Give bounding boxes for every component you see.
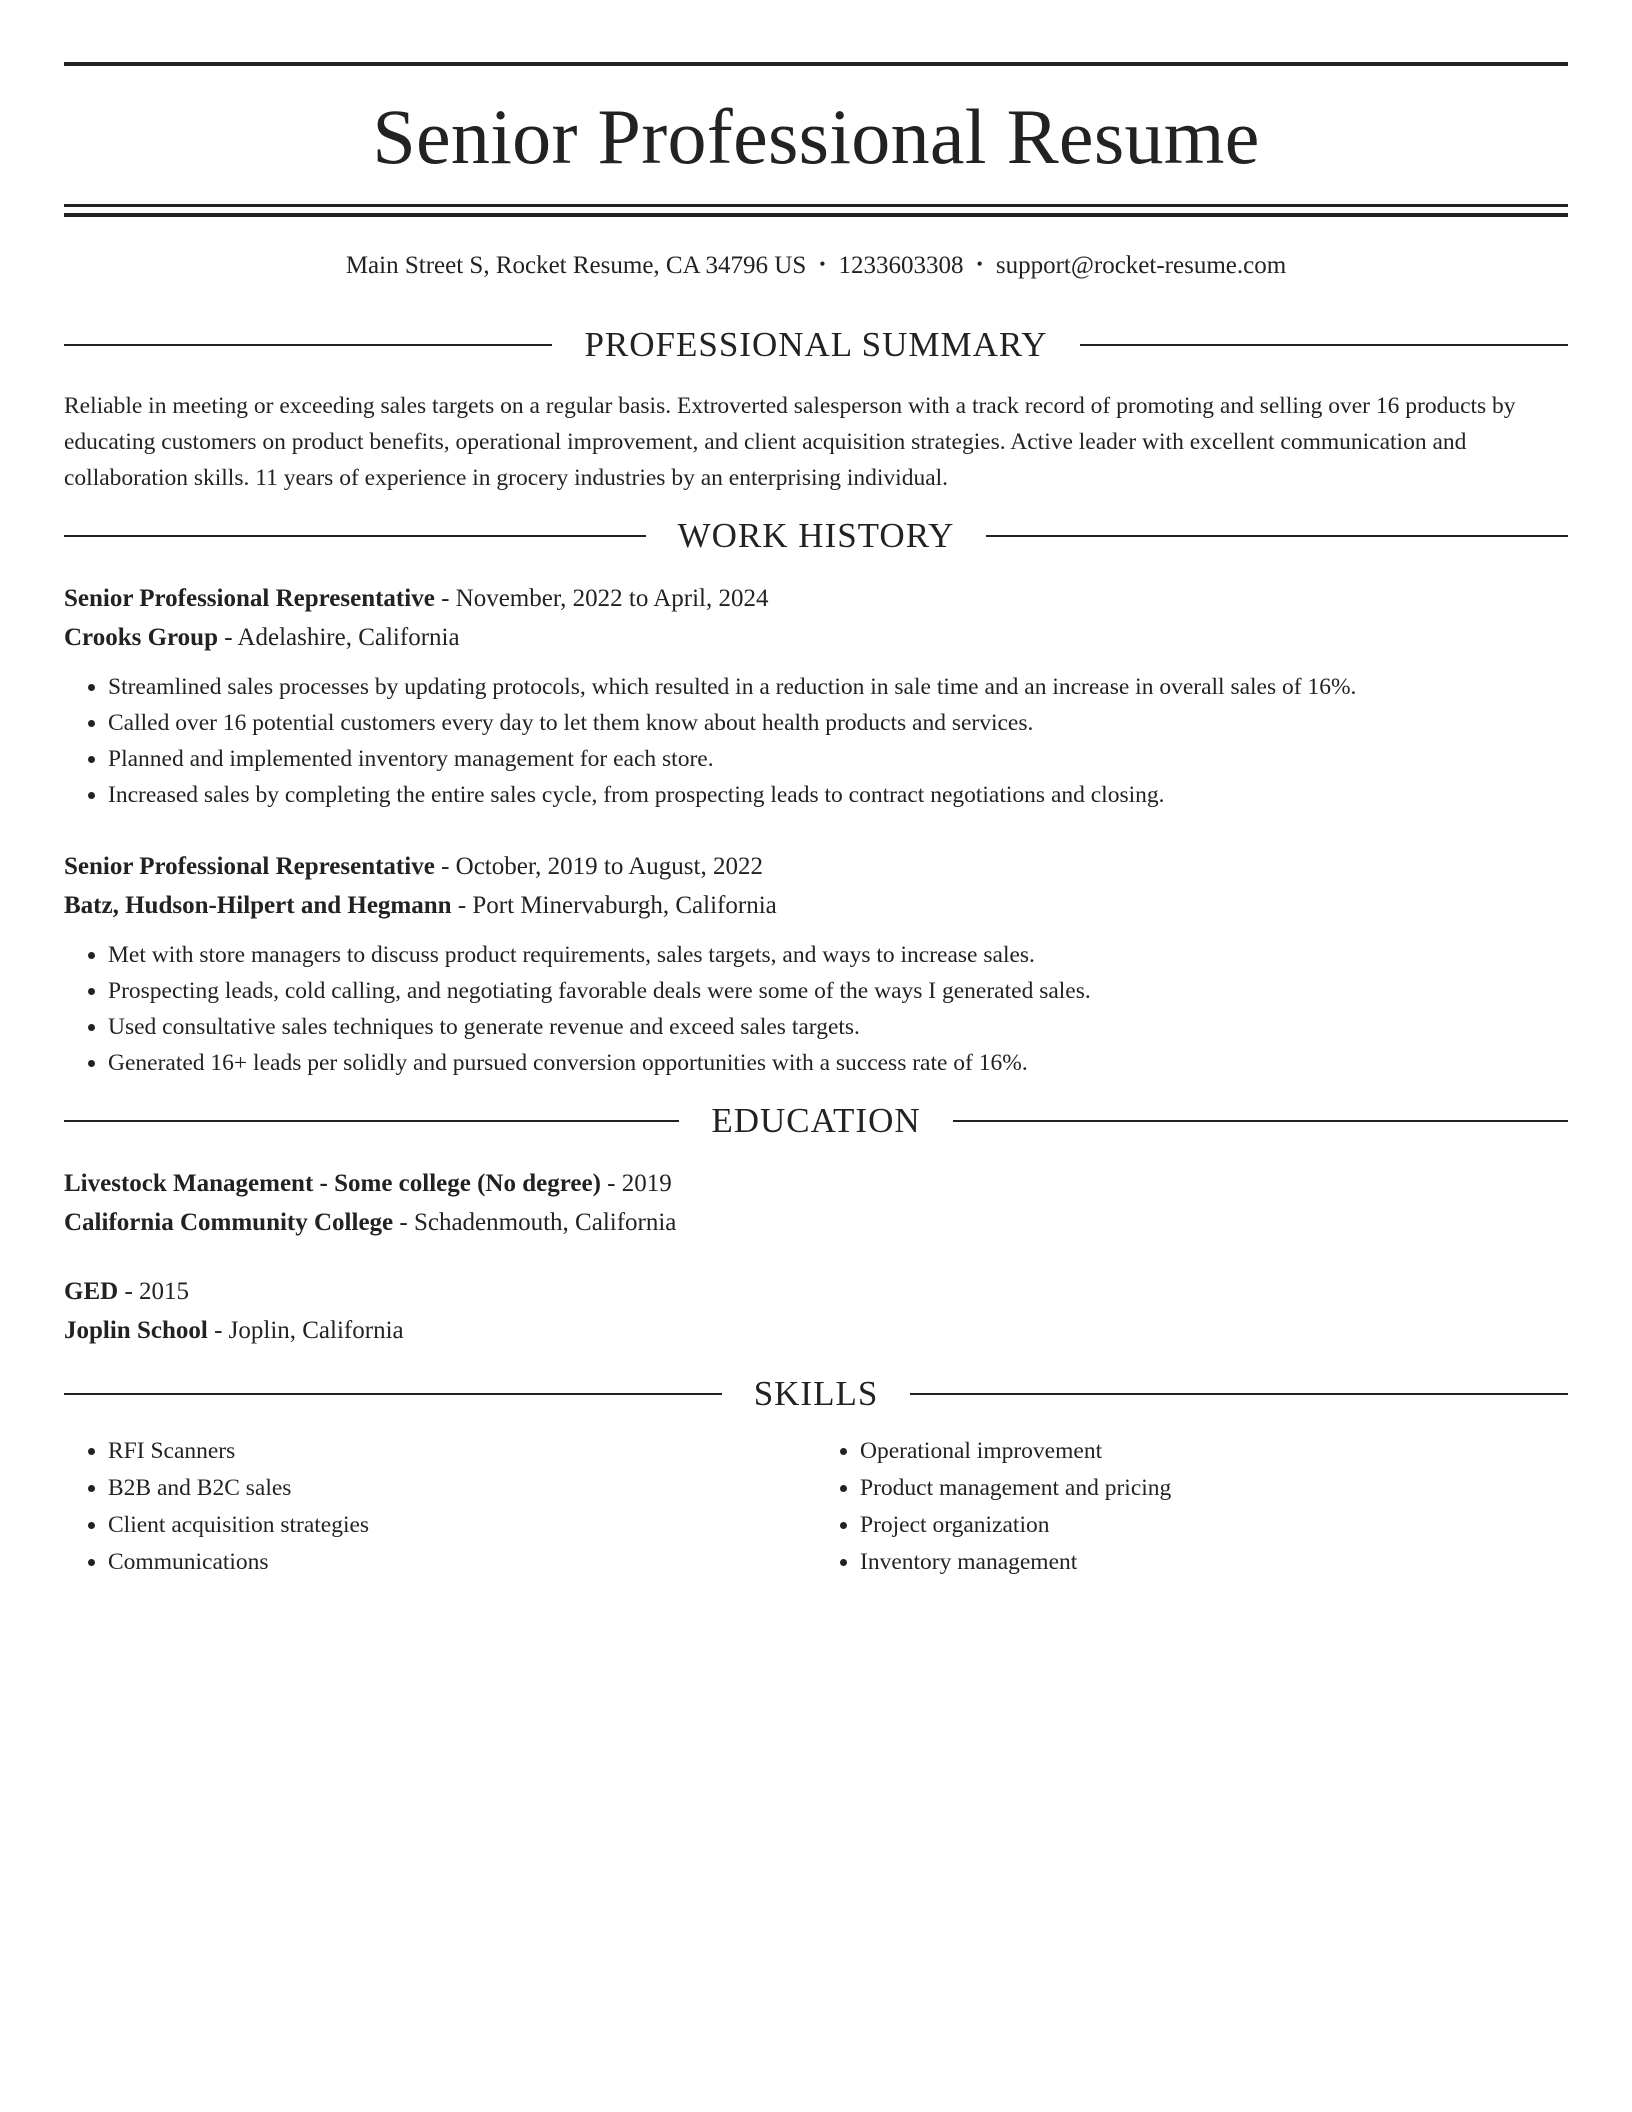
list-item: • Met with store managers to discuss product requirements, sales targets, and ways to increase sales. [108, 937, 1568, 973]
school-name: Joplin School [64, 1317, 208, 1344]
list-item: • Increased sales by completing the entire sales cycle, from prospecting leads to contract negotiations and closing. [108, 777, 1568, 813]
skill-item: • Operational improvement [860, 1433, 1568, 1470]
section-rule-right [986, 535, 1568, 537]
section-title-education: EDUCATION [711, 1101, 921, 1140]
contact-line [64, 251, 1568, 281]
skill-item: • Client acquisition strategies [108, 1507, 816, 1544]
skill-item: • B2B and B2C sales [108, 1470, 816, 1507]
school-location: - Schadenmouth, California [393, 1209, 677, 1236]
section-title-summary: PROFESSIONAL SUMMARY [584, 325, 1048, 364]
skill-item: • Product management and pricing [860, 1470, 1568, 1507]
company-location: - Adelashire, California [217, 624, 460, 651]
work-title-line [64, 847, 1568, 886]
company-name: Batz, Hudson-Hilpert and Hegmann [64, 892, 452, 919]
degree-year: - 2015 [118, 1278, 190, 1305]
company-name: Crooks Group [64, 624, 218, 651]
section-header-summary [64, 327, 1568, 362]
section-rule-right [953, 1120, 1568, 1122]
skills-list-left [64, 1433, 816, 1581]
work-company-line [64, 886, 1568, 925]
list-item: • Generated 16+ leads per solidly and pursued conversion opportunities with a success rate of 16%. [108, 1045, 1568, 1081]
work-bullets [64, 669, 1568, 813]
section-rule-left [64, 344, 552, 346]
job-dates: - October, 2019 to August, 2022 [434, 853, 763, 880]
contact-email[interactable]: support@rocket-resume.com [995, 252, 1287, 279]
degree-year: - 2019 [600, 1170, 672, 1197]
job-dates: - November, 2022 to April, 2024 [434, 585, 769, 612]
education-entry [64, 1272, 1568, 1350]
list-item: • Planned and implemented inventory management for each store. [108, 741, 1568, 777]
job-title: Senior Professional Representative [64, 585, 435, 612]
job-title: Senior Professional Representative [64, 853, 435, 880]
contact-separator: • [976, 254, 983, 274]
work-company-line [64, 618, 1568, 657]
contact-address: Main Street S, Rocket Resume, CA 34796 US [345, 252, 807, 279]
skill-item: • Inventory management [860, 1544, 1568, 1581]
skill-item: • Communications [108, 1544, 816, 1581]
skill-item: • RFI Scanners [108, 1433, 816, 1470]
skill-item: • Project organization [860, 1507, 1568, 1544]
company-location: - Port Minervaburgh, California [451, 892, 777, 919]
section-rule-left [64, 1393, 722, 1395]
section-rule-right [910, 1393, 1568, 1395]
section-title-skills: SKILLS [753, 1374, 879, 1413]
work-bullets [64, 937, 1568, 1081]
skills-list-right [816, 1433, 1568, 1581]
list-item: • Called over 16 potential customers every day to let them know about health products and services. [108, 705, 1568, 741]
section-rule-left [64, 1120, 679, 1122]
summary-text: Reliable in meeting or exceeding sales targets on a regular basis. Extroverted salesperson with a track record of promoting and selling over 16 products by educating customers on product benefits, operational improvement, and client acquisition strategies. Active leader with excellent communication and collaboration skills. 11 years of experience in grocery industries by an enterprising individual. [64, 393, 1516, 491]
list-item: • Streamlined sales processes by updating protocols, which resulted in a reduction in sale time and an increase in overall sales of 16%. [108, 669, 1568, 705]
section-header-skills [64, 1376, 1568, 1411]
education-degree-line [64, 1272, 1568, 1311]
contact-separator: • [819, 254, 826, 274]
degree-name: Livestock Management - Some college (No degree) [64, 1170, 601, 1197]
education-degree-line [64, 1164, 1568, 1203]
section-header-work [64, 518, 1568, 553]
section-title-work: WORK HISTORY [677, 516, 955, 555]
skills-columns [64, 1433, 1568, 1581]
section-rule-left [64, 535, 646, 537]
work-entry [64, 579, 1568, 813]
list-item: • Used consultative sales techniques to generate revenue and exceed sales targets. [108, 1009, 1568, 1045]
education-school-line [64, 1311, 1568, 1350]
degree-name: GED [64, 1278, 119, 1305]
header-top-rule [64, 62, 1568, 66]
work-title-line [64, 579, 1568, 618]
contact-phone[interactable]: 1233603308 [838, 252, 964, 279]
list-item: • Prospecting leads, cold calling, and negotiating favorable deals were some of the ways I generated sales. [108, 973, 1568, 1009]
education-school-line [64, 1203, 1568, 1242]
section-header-education [64, 1103, 1568, 1138]
work-entry [64, 847, 1568, 1081]
school-name: California Community College [64, 1209, 394, 1236]
header-double-rule [64, 204, 1568, 217]
school-location: - Joplin, California [207, 1317, 404, 1344]
education-entry [64, 1164, 1568, 1242]
section-rule-right [1080, 344, 1568, 346]
resume-title: Senior Professional Resume [372, 93, 1260, 180]
